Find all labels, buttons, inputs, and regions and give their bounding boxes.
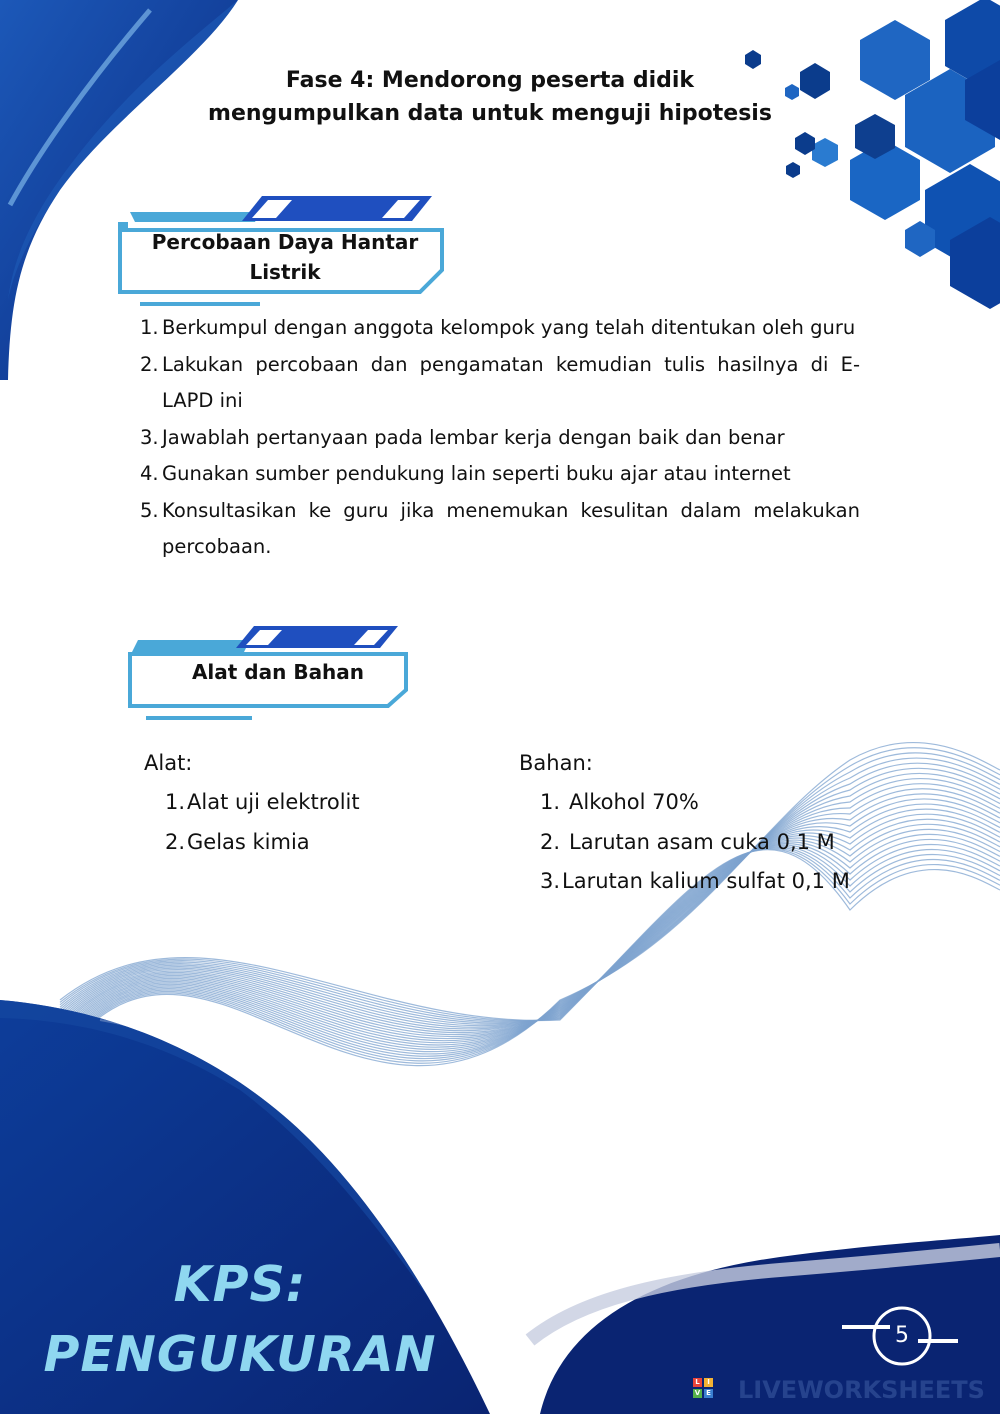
list-item (165, 823, 360, 863)
list-item-number: 3. (140, 425, 159, 449)
section-heading-line-2: Listrik (249, 260, 321, 284)
list-item-text: Alat uji elektrolit (187, 790, 360, 814)
list-item-number: 2. (165, 829, 186, 854)
page-title (160, 64, 820, 130)
list-item (140, 310, 860, 347)
alat-label: Alat: (144, 751, 193, 775)
section-heading-line-1: Percobaan Daya Hantar (151, 230, 419, 254)
page-number: 5 (895, 1323, 909, 1348)
list-item (140, 347, 860, 420)
list-item-number: 1. (540, 790, 561, 814)
logo-letter: L (693, 1378, 702, 1387)
hexagon-cluster (745, 0, 1000, 309)
list-item-number: 5. (140, 498, 159, 522)
list-item-text: Berkumpul dengan anggota kelompok yang telah ditentukan oleh guru (162, 316, 856, 339)
list-item-text: Jawablah pertanyaan pada lembar kerja dengan baik dan benar (162, 425, 785, 449)
list-item-number: 4. (140, 462, 159, 485)
list-item-number: 2. (540, 829, 561, 854)
instruction-list (140, 310, 860, 566)
wave-line (60, 839, 1000, 1025)
list-item (540, 823, 850, 863)
list-item (540, 783, 850, 823)
list-item (540, 862, 850, 902)
list-item-number: 1. (165, 790, 186, 814)
logo-letter: I (704, 1378, 713, 1387)
bahan-list (540, 783, 850, 902)
list-item-text: Larutan kalium sulfat 0,1 M (562, 869, 850, 893)
page-title-line-2: mengumpulkan data untuk menguji hipotesis (208, 101, 772, 126)
liveworksheets-logo-icon (693, 1378, 715, 1400)
kps-heading-line-2: PENGUKURAN (43, 1326, 437, 1383)
list-item-text: Konsultasikan ke guru jika menemukan kesulitan dalam melakukan percobaan. (162, 498, 860, 558)
list-item-number: 1. (140, 316, 159, 339)
list-item-text: Larutan asam cuka 0,1 M (569, 829, 835, 854)
list-item (140, 456, 860, 493)
list-item (140, 493, 860, 566)
list-item-number: 3. (540, 869, 561, 893)
list-item-text: Gunakan sumber pendukung lain seperti buku ajar atau internet (162, 462, 791, 485)
list-item-text: Alkohol 70% (569, 790, 699, 814)
logo-letter: E (704, 1389, 713, 1398)
section-heading-percobaan (140, 227, 430, 287)
list-item-text: Gelas kimia (187, 829, 310, 854)
list-item (140, 420, 860, 457)
kps-heading-line-1: KPS: (173, 1256, 307, 1313)
bahan-label: Bahan: (519, 751, 593, 775)
page-title-line-1: Fase 4: Mendorong peserta didik (285, 68, 695, 93)
alat-list (165, 783, 360, 862)
list-item-number: 2. (140, 352, 159, 376)
section-heading-alat-bahan: Alat dan Bahan (191, 660, 365, 684)
watermark-text: LIVEWORKSHEETS (738, 1376, 985, 1404)
list-item (165, 783, 360, 823)
list-item-text: Lakukan percobaan dan pengamatan kemudian tulis hasilnya di E-LAPD ini (162, 352, 860, 412)
logo-letter: V (694, 1389, 701, 1397)
